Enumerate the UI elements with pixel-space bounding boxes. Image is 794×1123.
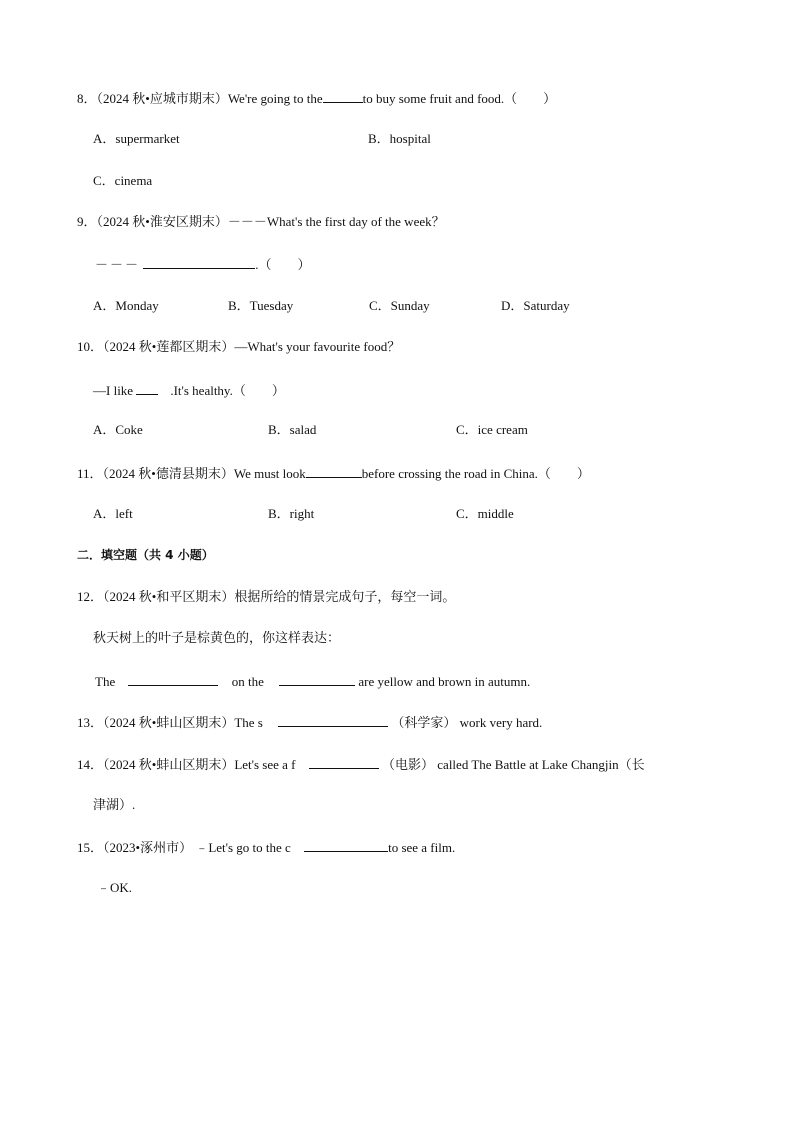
- question-number: 14．: [77, 757, 104, 772]
- question-text: Let's see a f: [234, 757, 296, 772]
- sentence-word: are yellow and brown in autumn.: [358, 674, 531, 689]
- question-text: before crossing the road in China.（ ）: [361, 466, 590, 481]
- question-12-stem: [77, 588, 455, 606]
- question-source: （2024 秋•莲都区期末）: [103, 339, 235, 354]
- question-text: ﹣Let's go to the c: [195, 840, 291, 855]
- answer-blank: [128, 671, 218, 686]
- sentence-word: The: [95, 674, 116, 689]
- question-text: .（ ）: [255, 257, 311, 272]
- question-14-stem: [77, 754, 645, 774]
- question-text: work very hard.: [459, 715, 543, 730]
- option-a: A．supermarket: [93, 131, 180, 146]
- question-source: （2024 秋•蚌山区期末）: [103, 715, 235, 730]
- option-c: C．ice cream: [456, 422, 528, 437]
- question-12-sentence: [95, 671, 530, 691]
- option-b: B．right: [268, 506, 315, 521]
- question-14-continuation: 津湖）.: [93, 797, 136, 812]
- answer-blank: [323, 88, 363, 103]
- question-text: called The Battle at Lake Changjin（长: [437, 757, 645, 772]
- answer-blank: [306, 463, 362, 478]
- question-source: （2023•涿州市）: [103, 840, 193, 855]
- question-text: The s: [234, 715, 263, 730]
- question-text: We must look: [233, 466, 306, 481]
- option-b: B．Tuesday: [228, 298, 294, 313]
- option-c: C．Sunday: [369, 298, 430, 313]
- question-10-answer-line: [93, 380, 285, 400]
- section-heading: 二．填空题（共 4 小题）: [77, 548, 214, 562]
- question-source: （2024 秋•蚌山区期末）: [103, 757, 235, 772]
- question-text: —What's your favourite food？: [234, 339, 401, 354]
- question-12-scenario: 秋天树上的叶子是棕黄色的，你这样表达：: [93, 630, 341, 645]
- question-source: （2024 秋•应城市期末）: [96, 91, 228, 106]
- answer-blank: [136, 380, 158, 395]
- question-9-answer-line: [95, 254, 311, 274]
- option-a: A．Monday: [93, 298, 159, 313]
- question-source: （2024 秋•淮安区期末）: [96, 214, 228, 229]
- answer-blank: [304, 837, 388, 852]
- chinese-hint: （电影）: [382, 757, 435, 772]
- question-instruction: 根据所给的情景完成句子，每空一词。: [234, 589, 456, 604]
- option-d: D．Saturday: [501, 298, 570, 313]
- answer-blank: [278, 712, 388, 727]
- option-c: C．middle: [456, 506, 514, 521]
- question-number: 11．: [77, 466, 103, 481]
- option-a: A．left: [93, 506, 133, 521]
- answer-blank: [279, 671, 355, 686]
- question-source: （2024 秋•和平区期末）: [103, 589, 235, 604]
- question-text: —I like: [93, 383, 134, 398]
- question-number: 12．: [77, 589, 104, 604]
- question-11-stem: [77, 463, 590, 483]
- question-13-stem: [77, 712, 542, 732]
- chinese-hint: （科学家）: [391, 715, 457, 730]
- question-10-stem: [77, 338, 400, 356]
- sentence-word: on the: [231, 674, 264, 689]
- question-number: 13．: [77, 715, 104, 730]
- question-text: －－－What's the first day of the week？: [227, 214, 445, 229]
- question-8-stem: [77, 88, 556, 108]
- option-b: B．salad: [268, 422, 317, 437]
- question-text: to buy some fruit and food.（ ）: [362, 91, 557, 106]
- question-text: .It's healthy.（ ）: [170, 383, 285, 398]
- question-number: 10．: [77, 339, 104, 354]
- question-text: We're going to the: [227, 91, 323, 106]
- question-15-stem: [77, 837, 455, 857]
- question-15-reply: ﹣OK.: [97, 880, 133, 895]
- question-number: 9．: [77, 214, 97, 229]
- question-number: 15．: [77, 840, 104, 855]
- option-a: A．Coke: [93, 422, 143, 437]
- dash-prefix: －－－: [95, 257, 141, 272]
- option-b: B．hospital: [368, 131, 431, 146]
- question-text: to see a film.: [388, 840, 456, 855]
- option-c: C．cinema: [93, 173, 153, 188]
- question-source: （2024 秋•德清县期末）: [102, 466, 234, 481]
- question-9-stem: [77, 213, 445, 231]
- question-number: 8．: [77, 91, 97, 106]
- answer-blank: [143, 254, 255, 269]
- answer-blank: [309, 754, 379, 769]
